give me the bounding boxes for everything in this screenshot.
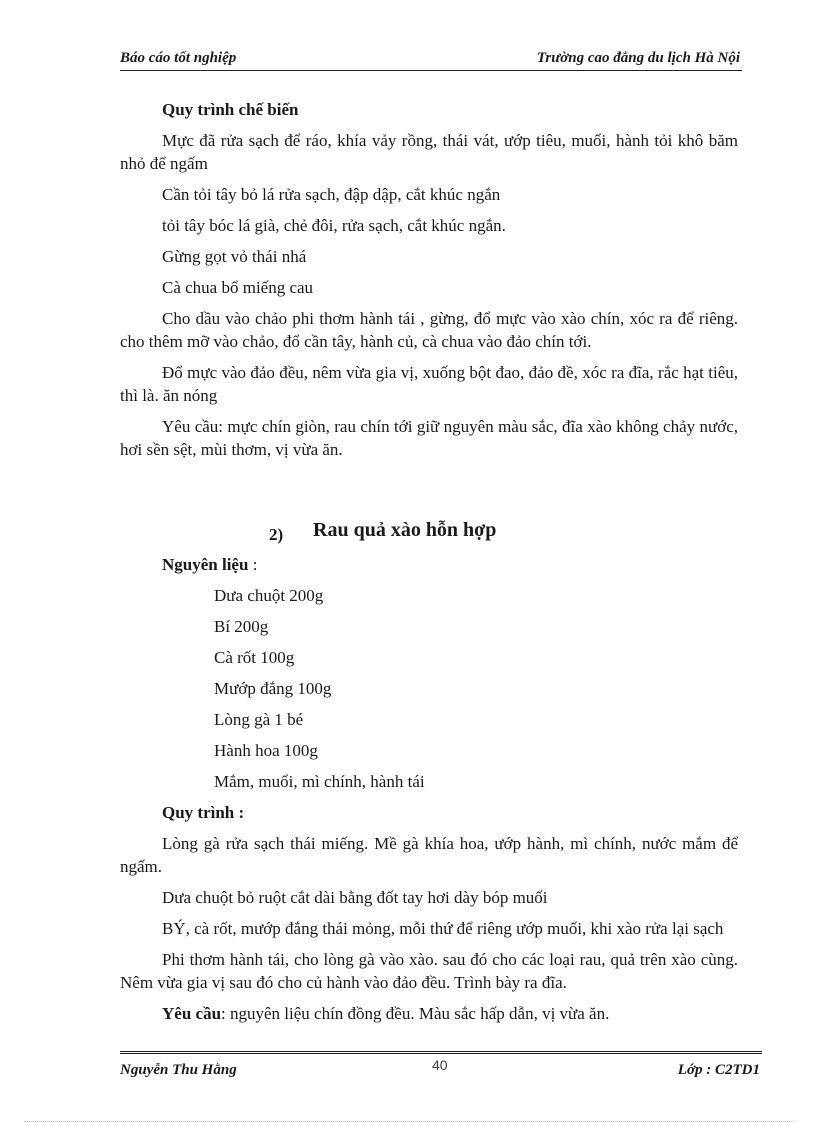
- ingredient-item: Mắm, muối, mì chính, hành tái: [214, 772, 425, 791]
- ingredient-item: Lòng gà 1 bé: [214, 710, 304, 729]
- page-footer: [120, 1051, 762, 1084]
- section1-paragraph: Cho dầu vào chảo phi thơm hành tái , gừng, đổ mực vào xào chín, xóc ra để riêng. cho thêm mỡ vào chảo, đổ cần tây, hành củ, cà chua vào đảo chín tới.: [120, 309, 738, 351]
- section1-paragraph: Yêu cầu: mực chín giòn, rau chín tới giữ nguyên màu sắc, đĩa xào không chảy nước, hơi sền sệt, mùi thơm, vị vừa ăn.: [120, 417, 738, 459]
- page-number: 40: [432, 1057, 448, 1073]
- header-school-name: Trường cao đẳng du lịch Hà Nội: [536, 50, 740, 66]
- section1-paragraph: Đổ mực vào đảo đều, nêm vừa gia vị, xuống bột đao, đảo đề, xóc ra đĩa, rắc hạt tiêu, thì là. ăn nóng: [120, 363, 738, 405]
- ingredients-label: Nguyên liệu: [162, 555, 249, 574]
- requirement-text: : nguyên liệu chín đồng đều. Màu sắc hấp dẫn, vị vừa ăn.: [221, 1004, 610, 1023]
- footer-class: Lớp : C2TD1: [677, 1062, 760, 1078]
- header-report-title: Báo cáo tốt nghiệp: [120, 50, 237, 66]
- ingredient-item: Bí 200g: [214, 617, 269, 636]
- page-body: [120, 98, 738, 1033]
- section2-title: [120, 519, 738, 547]
- section1-paragraph: Gừng gọt vỏ thái nhá: [162, 247, 307, 266]
- process-paragraph: Dưa chuột bỏ ruột cắt dài bằng đốt tay hơi dày bóp muối: [162, 888, 548, 907]
- requirement-paragraph: [120, 1002, 738, 1025]
- requirement-label: Yêu cầu: [162, 1004, 222, 1023]
- section1-paragraph: tỏi tây bóc lá già, chẻ đôi, rửa sạch, cắt khúc ngắn.: [162, 216, 506, 235]
- process-paragraph: Phi thơm hành tái, cho lòng gà vào xào. sau đó cho các loại rau, quả trên xào cùng. Nêm vừa gia vị sau đó cho củ hành vào đảo đều. Trình bày ra đĩa.: [120, 950, 738, 992]
- section2-title-text: Rau quả xào hỗn hợp: [313, 519, 497, 541]
- section1-paragraph: Mực đã rửa sạch để ráo, khía vảy rồng, thái vát, ướp tiêu, muối, hành tỏi khô băm nhỏ để ngấm: [120, 131, 738, 173]
- footer-author: Nguyễn Thu Hằng: [120, 1062, 237, 1078]
- ingredient-item: Cà rốt 100g: [214, 648, 295, 667]
- process-paragraph: Lòng gà rửa sạch thái miếng. Mề gà khía hoa, ướp hành, mì chính, nước mắm để ngấm.: [120, 834, 738, 876]
- page-edge-divider: [24, 1121, 794, 1122]
- process-paragraph: BÝ, cà rốt, mướp đắng thái mỏng, mỗi thứ để riêng ướp muối, khi xào rửa lại sạch: [162, 919, 724, 938]
- section1-paragraph: Cà chua bổ miếng cau: [162, 278, 314, 297]
- ingredient-item: Dưa chuột 200g: [214, 586, 324, 605]
- section1-paragraph: Cần tỏi tây bỏ lá rửa sạch, đập dập, cắt khúc ngắn: [162, 185, 501, 204]
- ingredients-heading: [120, 553, 738, 576]
- ingredient-item: Mướp đắng 100g: [214, 679, 332, 698]
- section2-number: 2): [269, 525, 284, 544]
- page-header: [120, 48, 742, 71]
- ingredient-item: Hành hoa 100g: [214, 741, 318, 760]
- ingredients-suffix: :: [248, 555, 258, 574]
- process-heading: Quy trình :: [162, 803, 245, 822]
- section1-heading: Quy trình chế biến: [162, 100, 299, 119]
- ingredients-list: [214, 584, 738, 793]
